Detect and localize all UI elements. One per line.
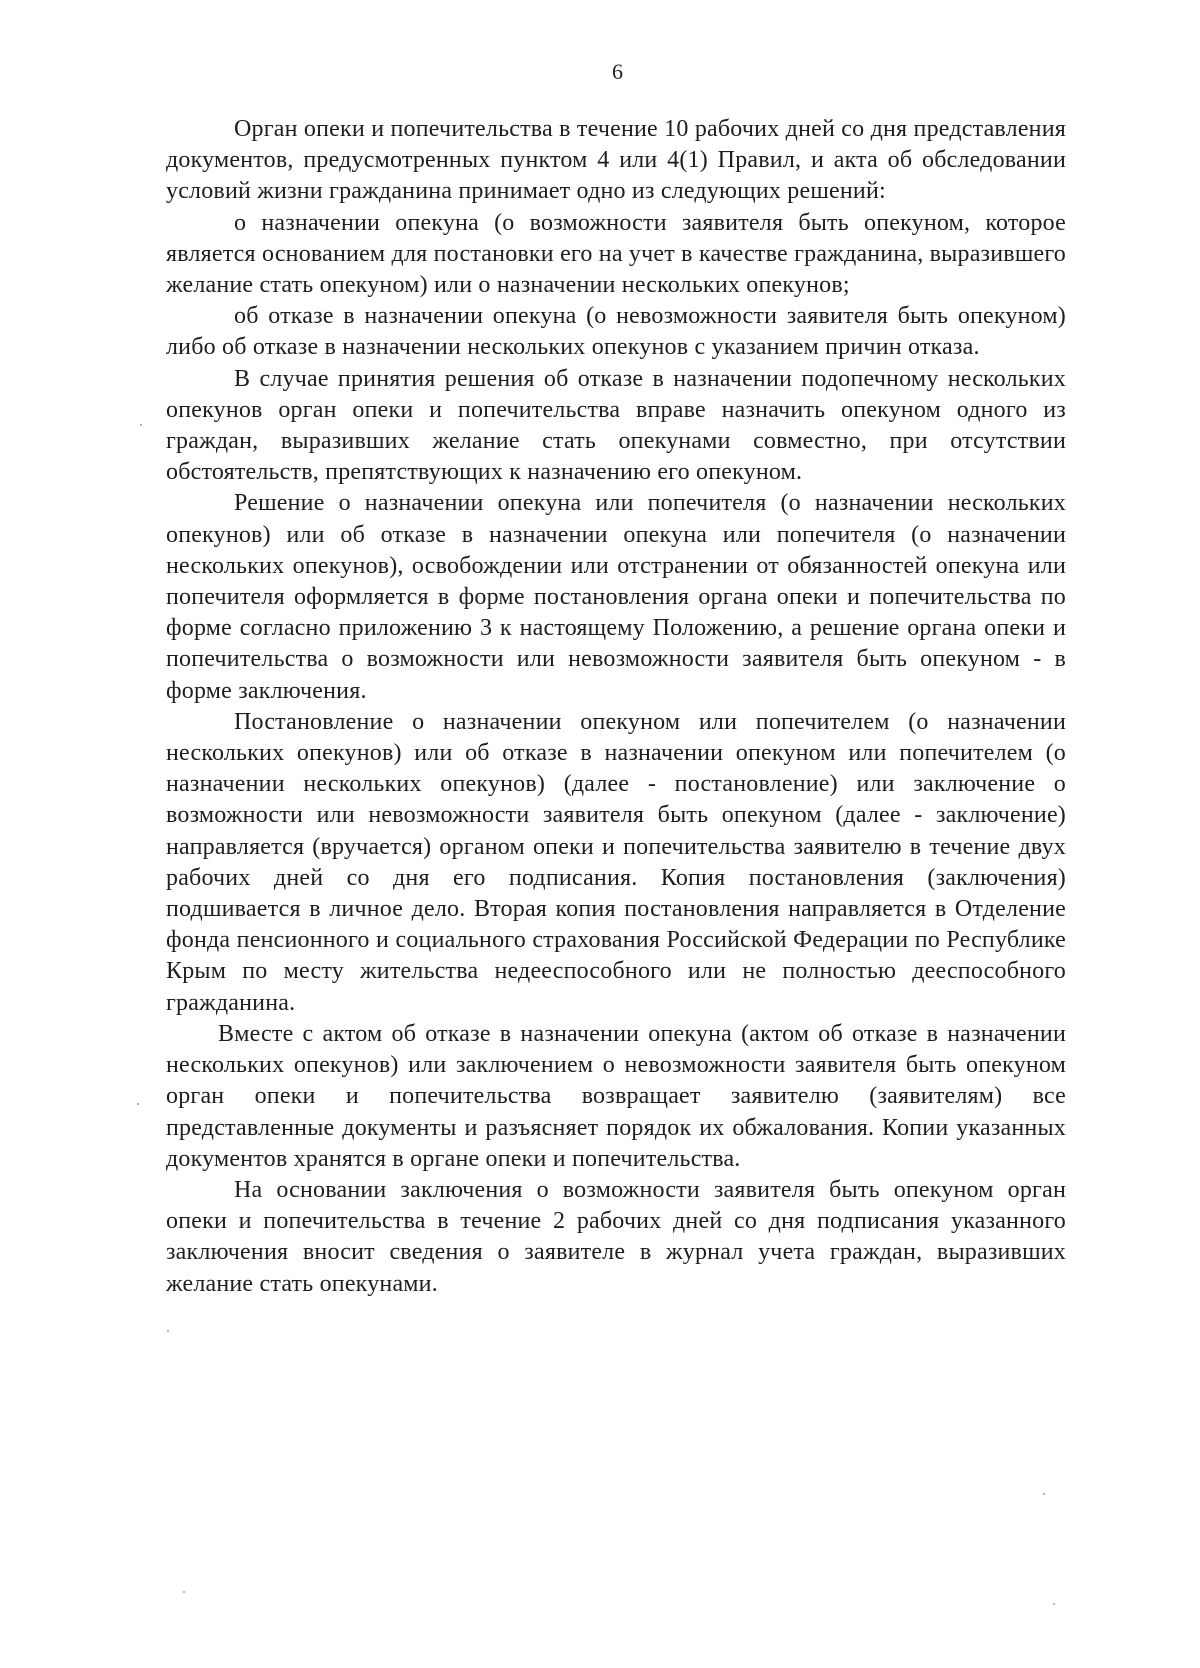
paragraph-procedure-intro: Орган опеки и попечительства в течение 10 рабочих дней со дня представления документов, предусмотренных пунктом 4 или 4(1) Правил, и акта об обследовании условий жизни гражданина принимает одно из следующих решений:: [166, 116, 1066, 205]
scan-speck: [1053, 1603, 1055, 1605]
paragraph-registry-entry: На основании заключения о возможности заявителя быть опекуном орган опеки и попечительства в течение 2 рабочих дней со дня подписания указанного заключения вносит сведения о заявителе в журнал учета граждан, выразивших желание стать опекунами.: [166, 1176, 1066, 1297]
paragraph-refusal-case: В случае принятия решения об отказе в назначении подопечному нескольких опекунов орган опеки и попечительства вправе назначить опекуном одного из граждан, выразивших желание стать опекунами совместно, при отсутствии обстоятельств, препятствующих к назначению его опекуном.: [166, 365, 1066, 486]
paragraph-decision-refuse: об отказе в назначении опекуна (о невозможности заявителя быть опекуном) либо об отказе в назначении нескольких опекунов с указанием причин отказа.: [166, 303, 1066, 361]
scan-speck: [1043, 1493, 1045, 1495]
scan-speck: [183, 1591, 185, 1593]
scan-speck: [140, 424, 142, 426]
scan-speck: [167, 1330, 169, 1332]
document-body: [166, 114, 1066, 1300]
paragraph-decision-form: Решение о назначении опекуна или попечителя (о назначении нескольких опекунов) или об отказе в назначении опекуна или попечителя (о назначении нескольких опекунов), освобождении или отстранении от обязанностей опекуна или попечителя оформляется в форме постановления органа опеки и попечительства по форме согласно приложению 3 к настоящему Положению, а решение органа опеки и попечительства о возможности или невозможности заявителя быть опекуном - в форме заключения.: [166, 490, 1066, 704]
paragraph-documents-return: Вместе с актом об отказе в назначении опекуна (актом об отказе в назначении нескольких опекунов) или заключением о невозможности заявителя быть опекуном орган опеки и попечительства возвращает заявителю (заявителям) все представленные документы и разъясняет порядок их обжалования. Копии указанных документов хранятся в органе опеки и попечительства.: [166, 1020, 1066, 1172]
paragraph-resolution-delivery: Постановление о назначении опекуном или попечителем (о назначении нескольких опекунов) или об отказе в назначении опекуном или попечителем (о назначении нескольких опекунов) (далее - постановление) или заключение о возможности или невозможности заявителя быть опекуном (далее - заключение) направляется (вручается) органом опеки и попечительства заявителю в течение двух рабочих дней со дня его подписания. Копия постановления (заключения) подшивается в личное дело. Вторая копия постановления направляется в Отделение фонда пенсионного и социального страхования Российской Федерации по Республике Крым по месту жительства недееспособного или не полностью дееспособного гражданина.: [166, 708, 1066, 1016]
page-number: 6: [612, 59, 623, 84]
paragraph-decision-appoint: о назначении опекуна (о возможности заявителя быть опекуном, которое является основанием для постановки его на учет в качестве гражданина, выразившего желание стать опекуном) или о назначении нескольких опекунов;: [166, 209, 1066, 299]
scan-speck: [137, 1103, 139, 1105]
